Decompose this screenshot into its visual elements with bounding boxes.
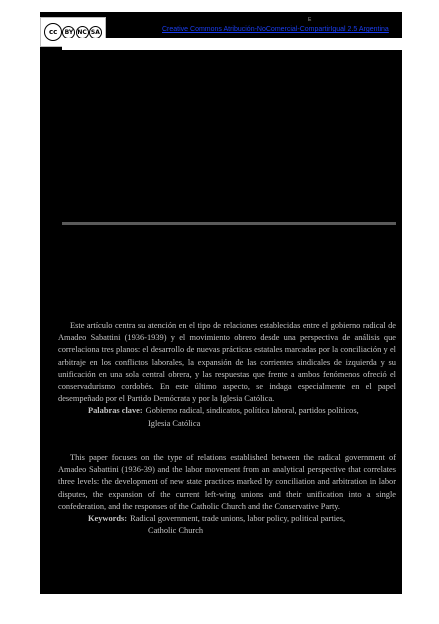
cc-icon: cc bbox=[44, 23, 62, 41]
keywords-en-line1: Radical government, trade unions, labor policy, political parties, bbox=[130, 514, 346, 524]
keywords-es-line2: Iglesia Católica bbox=[148, 418, 201, 428]
abstract-es-text: Este artículo centra su atención en el tipo de relaciones establecidas entre el gobierno radical de Amadeo Sabattini (1936-1939) y el movimiento obrero desde una perspectiva de análisis que correlaciona tres planos: el desarrollo de nuevas prácticas estatales marcadas por la conciliación y el arbitraje en los conflictos laborales, la expansión de las corrientes sindicales de izquierda y su unificación en una sola central obrera, y las respuestas que frente a ambos fenómenos ofreció el conservadurismo cordobés. En este último aspecto, se indaga especialmente en el papel desempeñado por el Partido Demócrata y por la Iglesia Católica. bbox=[58, 321, 396, 404]
sa-icon: SA bbox=[89, 26, 102, 39]
keywords-en-line2: Catholic Church bbox=[148, 526, 204, 536]
license-link[interactable]: Creative Commons Atribución-NoComercial-CompartirIgual 2.5 Argentina bbox=[162, 26, 389, 33]
header-band bbox=[62, 38, 402, 50]
corner-mark: E bbox=[308, 17, 312, 23]
title-divider bbox=[62, 222, 396, 225]
abstract-en-text: This paper focuses on the type of relations established between the radical government of Amadeo Sabattini (1936-39) and the labor movement from an analytical perspective that correlates three levels: the development of new state practices marked by conciliation and arbitration in labor disputes, the expansion of the current left-wing unions and their unification into a single confederation, and the responses of the Catholic Church and the Conservative Party. bbox=[58, 453, 396, 511]
keywords-en-label: Keywords: bbox=[88, 514, 128, 524]
keywords-en bbox=[58, 513, 396, 537]
abstract-english bbox=[58, 452, 396, 537]
abstract-spanish bbox=[58, 320, 396, 430]
by-icon: BY bbox=[62, 26, 75, 39]
keywords-es-label: Palabras clave: bbox=[88, 406, 143, 416]
keywords-es bbox=[58, 405, 396, 429]
keywords-es-line1: Gobierno radical, sindicatos, política laboral, partidos políticos, bbox=[145, 406, 359, 416]
nc-icon: NC bbox=[76, 26, 89, 39]
document-page bbox=[40, 12, 402, 594]
